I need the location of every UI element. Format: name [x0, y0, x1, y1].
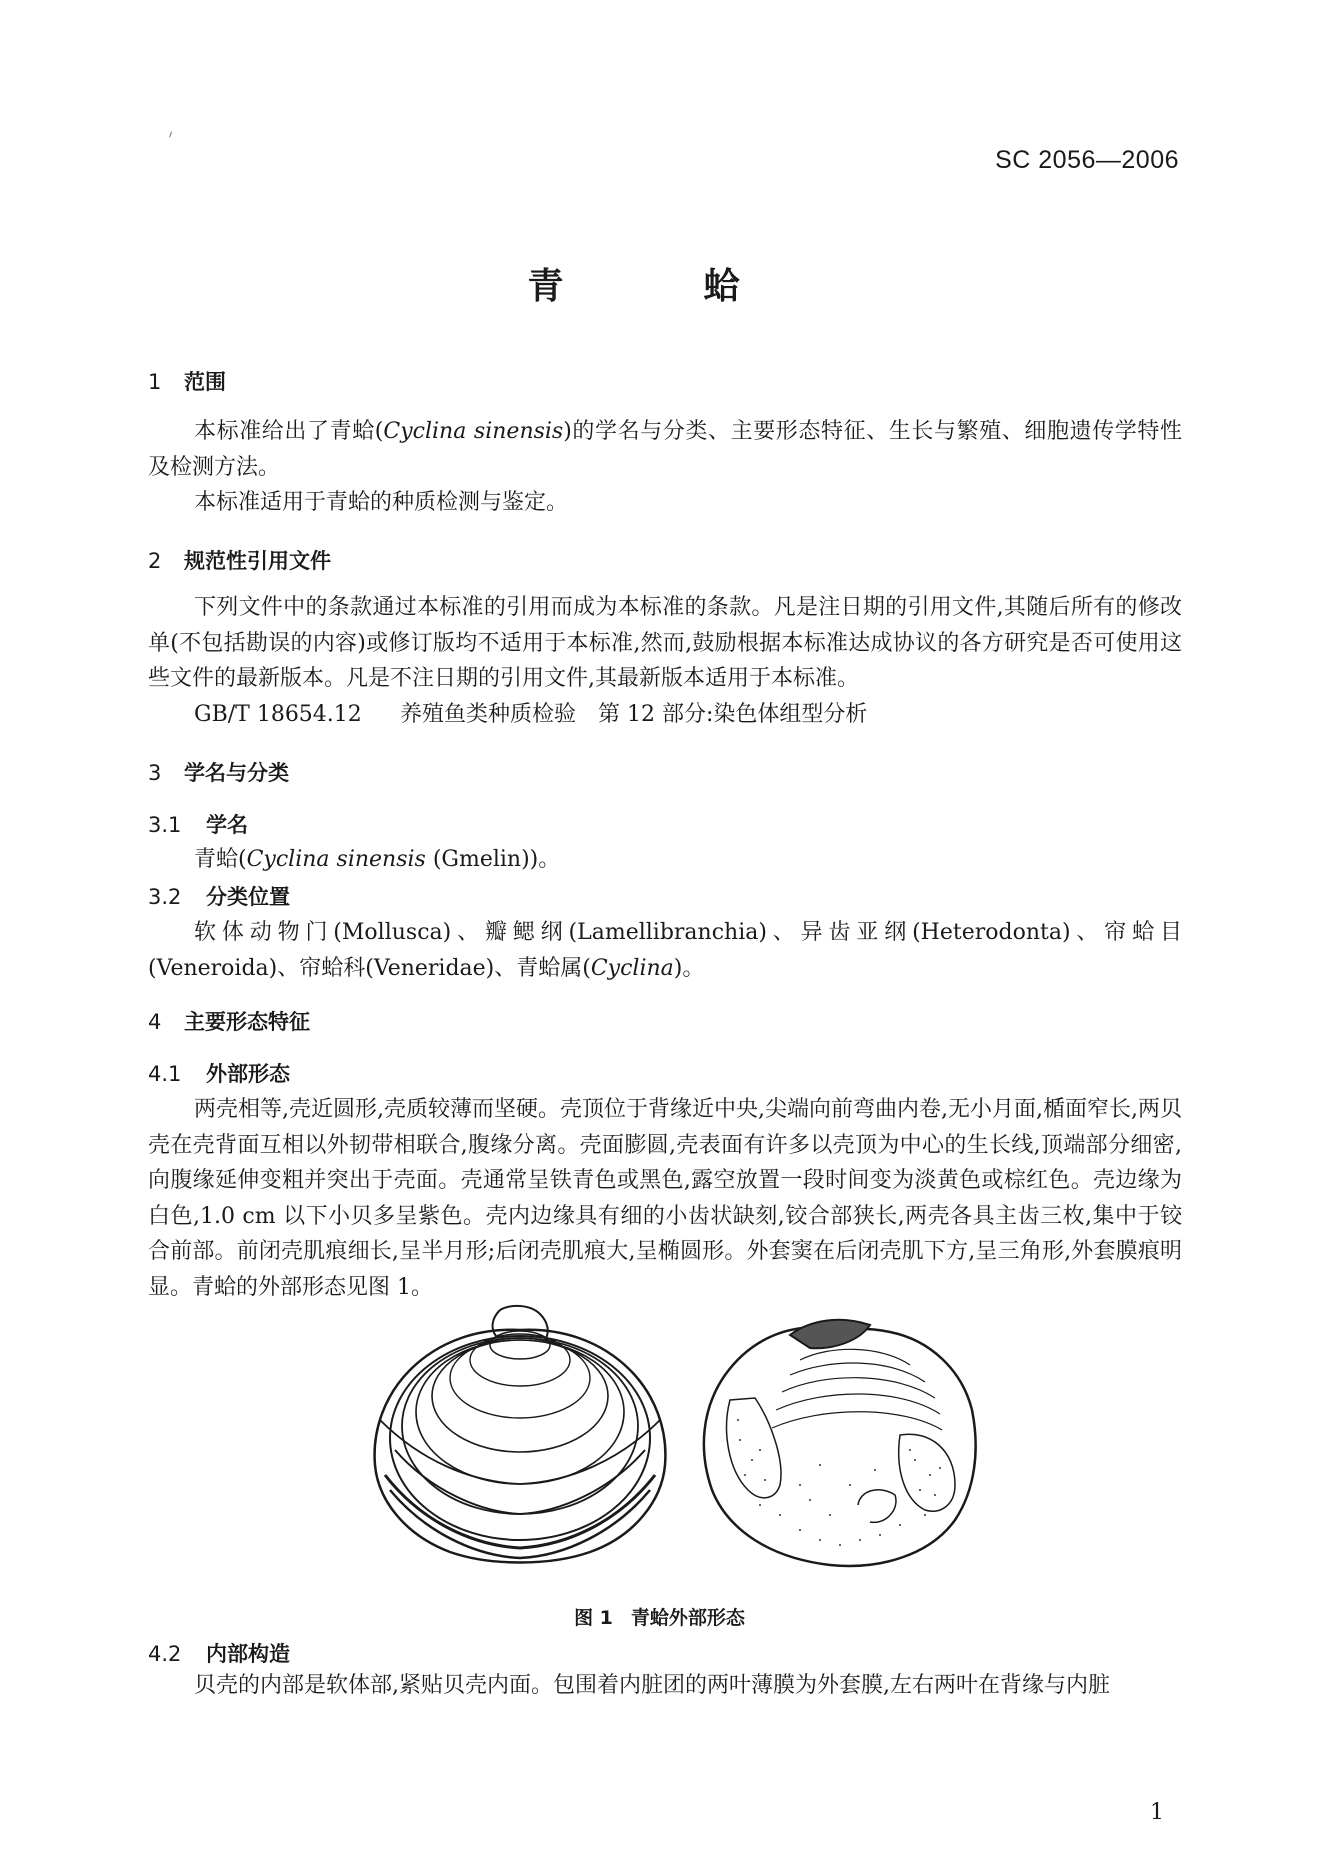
reference-title: 养殖鱼类种质检验 第 12 部分:染色体组型分析 — [400, 702, 868, 727]
section-number: 1 — [148, 370, 162, 394]
section-title: 外部形态 — [206, 1062, 290, 1086]
latin-name: Cyclina sinensis — [246, 847, 426, 872]
section-title: 主要形态特征 — [184, 1010, 310, 1034]
section-title: 规范性引用文件 — [184, 549, 331, 573]
latin-name: Cyclina — [590, 955, 674, 981]
section-number: 3.2 — [148, 885, 182, 909]
scan-speck — [169, 131, 175, 138]
text: )的学名与分类、主要形态特征、生长与繁殖、细胞遗传学特性及检测方法。 — [148, 419, 1183, 480]
section-4-2-text: 贝壳的内部是软体部,紧贴贝壳内面。包围着内脏团的两叶薄膜为外套膜,左右两叶在背缘与内脏 — [194, 1673, 1110, 1698]
section-number: 3.1 — [148, 813, 182, 837]
page-title: 青 蛤 — [527, 266, 792, 307]
document-number: SC 2056—2006 — [995, 146, 1179, 174]
section-1-paragraph-2: 本标准适用于青蛤的种质检测与鉴定。 — [194, 490, 569, 515]
section-number: 4.1 — [148, 1062, 182, 1086]
section-number: 4.2 — [148, 1642, 182, 1666]
section-3-2-heading — [148, 881, 290, 911]
text: 本标准给出了青蛤( — [194, 419, 384, 444]
section-title: 学名 — [206, 813, 248, 837]
section-3-heading — [148, 757, 289, 787]
section-title: 学名与分类 — [184, 761, 289, 785]
section-title: 内部构造 — [206, 1642, 290, 1666]
section-2-heading — [148, 545, 331, 575]
section-3-2-text — [148, 915, 1182, 986]
section-2-paragraph-1: 下列文件中的条款通过本标准的引用而成为本标准的条款。凡是注日期的引用文件,其随后所有的修改单(不包括勘误的内容)或修订版均不适用于本标准,然而,鼓励根据本标准达成协议的各方研究是否可使用这些文件的最新版本。凡是不注日期的引用文件,其最新版本适用于本标准。 — [148, 595, 1182, 691]
reference-code: GB/T 18654.12 — [194, 702, 362, 727]
section-3-1-heading — [148, 809, 248, 839]
section-number: 3 — [148, 761, 162, 785]
section-number: 2 — [148, 549, 162, 573]
section-number: 4 — [148, 1010, 162, 1034]
page-number: 1 — [1150, 1800, 1164, 1825]
text: )。 — [673, 955, 705, 981]
text: 软体动物门(Mollusca)、瓣鳃纲(Lamellibranchia)、异齿亚纲(Heterodonta)、帘蛤目(Veneroida)、帘蛤科(Veneridae)、青蛤属( — [148, 920, 1182, 981]
normative-reference — [148, 697, 1182, 733]
section-1-heading — [148, 366, 226, 396]
section-4-1-text: 两壳相等,壳近圆形,壳质较薄而坚硬。壳顶位于背缘近中央,尖端向前弯曲内卷,无小月面,楯面窄长,两贝壳在壳背面互相以外韧带相联合,腹缘分离。壳面膨圆,壳表面有许多以壳顶为中心的生长线,顶端部分细密,向腹缘延伸变粗并突出于壳面。壳通常呈铁青色或黑色,露空放置一段时间变为淡黄色或棕红色。壳边缘为白色,1.0 cm 以下小贝多呈紫色。壳内边缘具有细的小齿状缺刻,铰合部狭长,两壳各具主齿三枚,集中于铰合前部。前闭壳肌痕细长,呈半月形;后闭壳肌痕大,呈椭圆形。外套窦在后闭壳肌下方,呈三角形,外套膜痕明显。青蛤的外部形态见图 1。 — [148, 1097, 1182, 1300]
text: 青蛤( — [194, 847, 247, 872]
stipple-dots — [737, 1419, 941, 1546]
latin-name: Cyclina sinensis — [383, 419, 564, 444]
text: (Gmelin))。 — [425, 847, 561, 872]
section-3-1-text — [148, 842, 1182, 878]
figure-label: 图 1 — [574, 1607, 613, 1629]
section-4-2-heading — [148, 1638, 290, 1668]
section-title: 范围 — [184, 370, 226, 394]
figure-caption-text: 青蛤外部形态 — [630, 1607, 745, 1629]
section-title: 分类位置 — [206, 885, 290, 909]
section-4-heading — [148, 1006, 310, 1036]
figure-1-caption — [0, 1603, 1319, 1630]
figure-1 — [0, 1300, 1319, 1570]
section-4-1-heading — [148, 1058, 290, 1088]
section-1-paragraph-1 — [148, 414, 1182, 485]
clam-shell-exterior-illustration — [375, 1306, 666, 1563]
clam-shell-interior-illustration — [704, 1320, 976, 1566]
figure-1-illustrations — [0, 1300, 1319, 1570]
